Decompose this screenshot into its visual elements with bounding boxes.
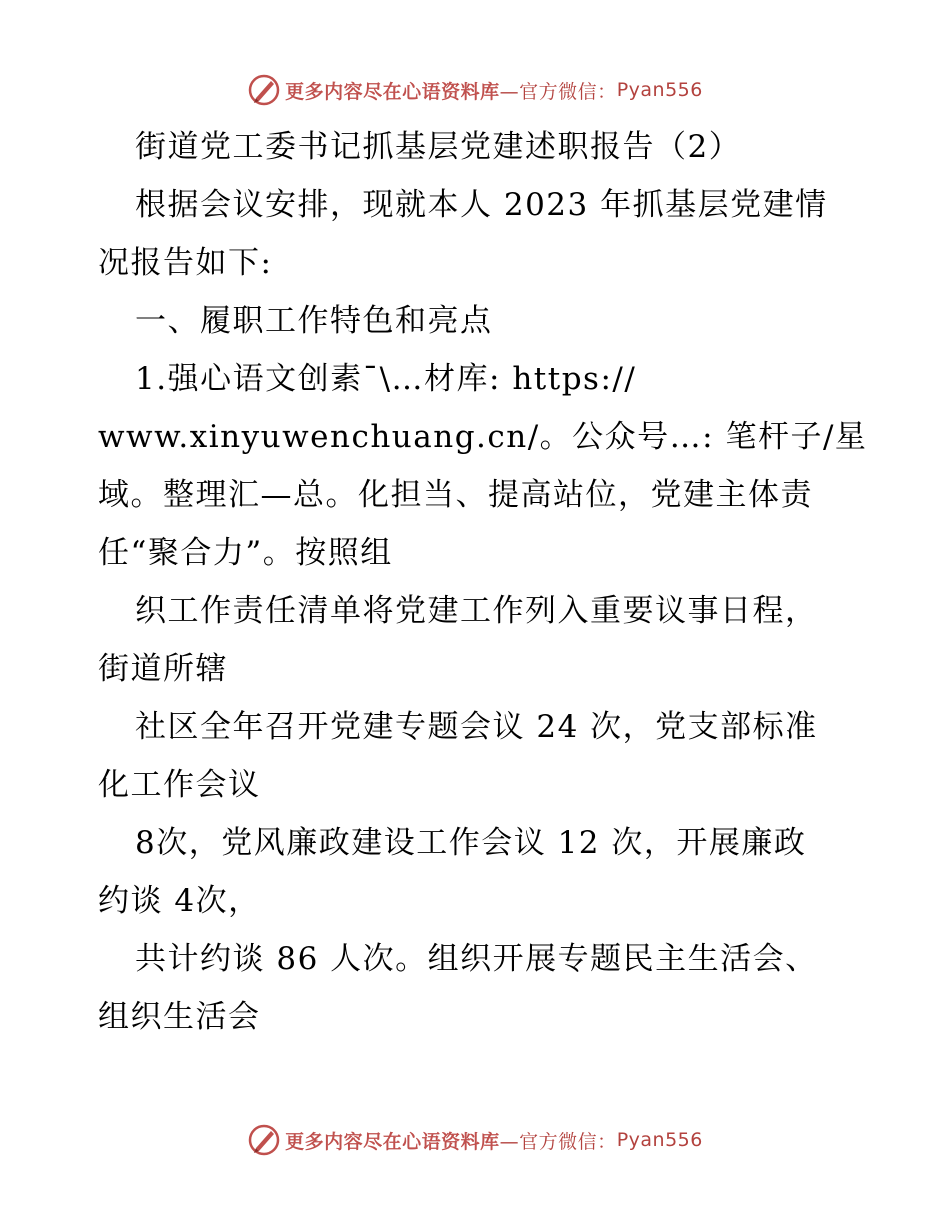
- section-heading: 一、履职工作特色和亮点: [135, 303, 493, 339]
- text-line: 任“聚合力”。按照组: [98, 535, 393, 571]
- text-line: 约谈 4次，: [98, 883, 261, 919]
- footer-banner: [0, 1120, 950, 1160]
- document-body: [98, 118, 868, 1046]
- banner-wechat-id: Pyan556: [616, 1129, 703, 1151]
- text-line: 织工作责任清单将党建工作列入重要议事日程，: [135, 593, 818, 629]
- header-banner: [0, 70, 950, 110]
- text-line: 况报告如下:: [98, 245, 273, 281]
- text-line: 街道所辖: [98, 651, 228, 687]
- pen-logo-icon: [247, 73, 281, 107]
- banner-site-name: 更多内容尽在心语资料库: [285, 1130, 500, 1153]
- text-line: www.xinyuwenchuang.cn/。公众号…: 笔杆子/星: [98, 419, 868, 455]
- banner-wechat-id: Pyan556: [616, 79, 703, 101]
- pen-logo-icon: [247, 1123, 281, 1157]
- text-line: 共计约谈 86 人次。组织开展专题民主生活会、: [135, 941, 818, 977]
- text-line: 8次，党风廉政建设工作会议 12 次，开展廉政: [135, 825, 807, 861]
- banner-wechat-label: —官方微信：: [499, 1130, 617, 1153]
- text-line: 组织生活会: [98, 999, 261, 1035]
- banner-wechat-label: —官方微信：: [499, 80, 617, 103]
- text-line: 化工作会议: [98, 767, 261, 803]
- text-line: 域。整理汇—总。化担当、提高站位，党建主体责: [98, 477, 813, 513]
- document-title: 街道党工委书记抓基层党建述职报告（2）: [135, 129, 742, 165]
- text-line: 根据会议安排，现就本人 2023 年抓基层党建情: [135, 187, 828, 223]
- text-line: 1.强心语文创素¯\…材库: https://: [135, 361, 637, 397]
- banner-site-name: 更多内容尽在心语资料库: [285, 80, 500, 103]
- text-line: 社区全年召开党建专题会议 24 次，党支部标准: [135, 709, 818, 745]
